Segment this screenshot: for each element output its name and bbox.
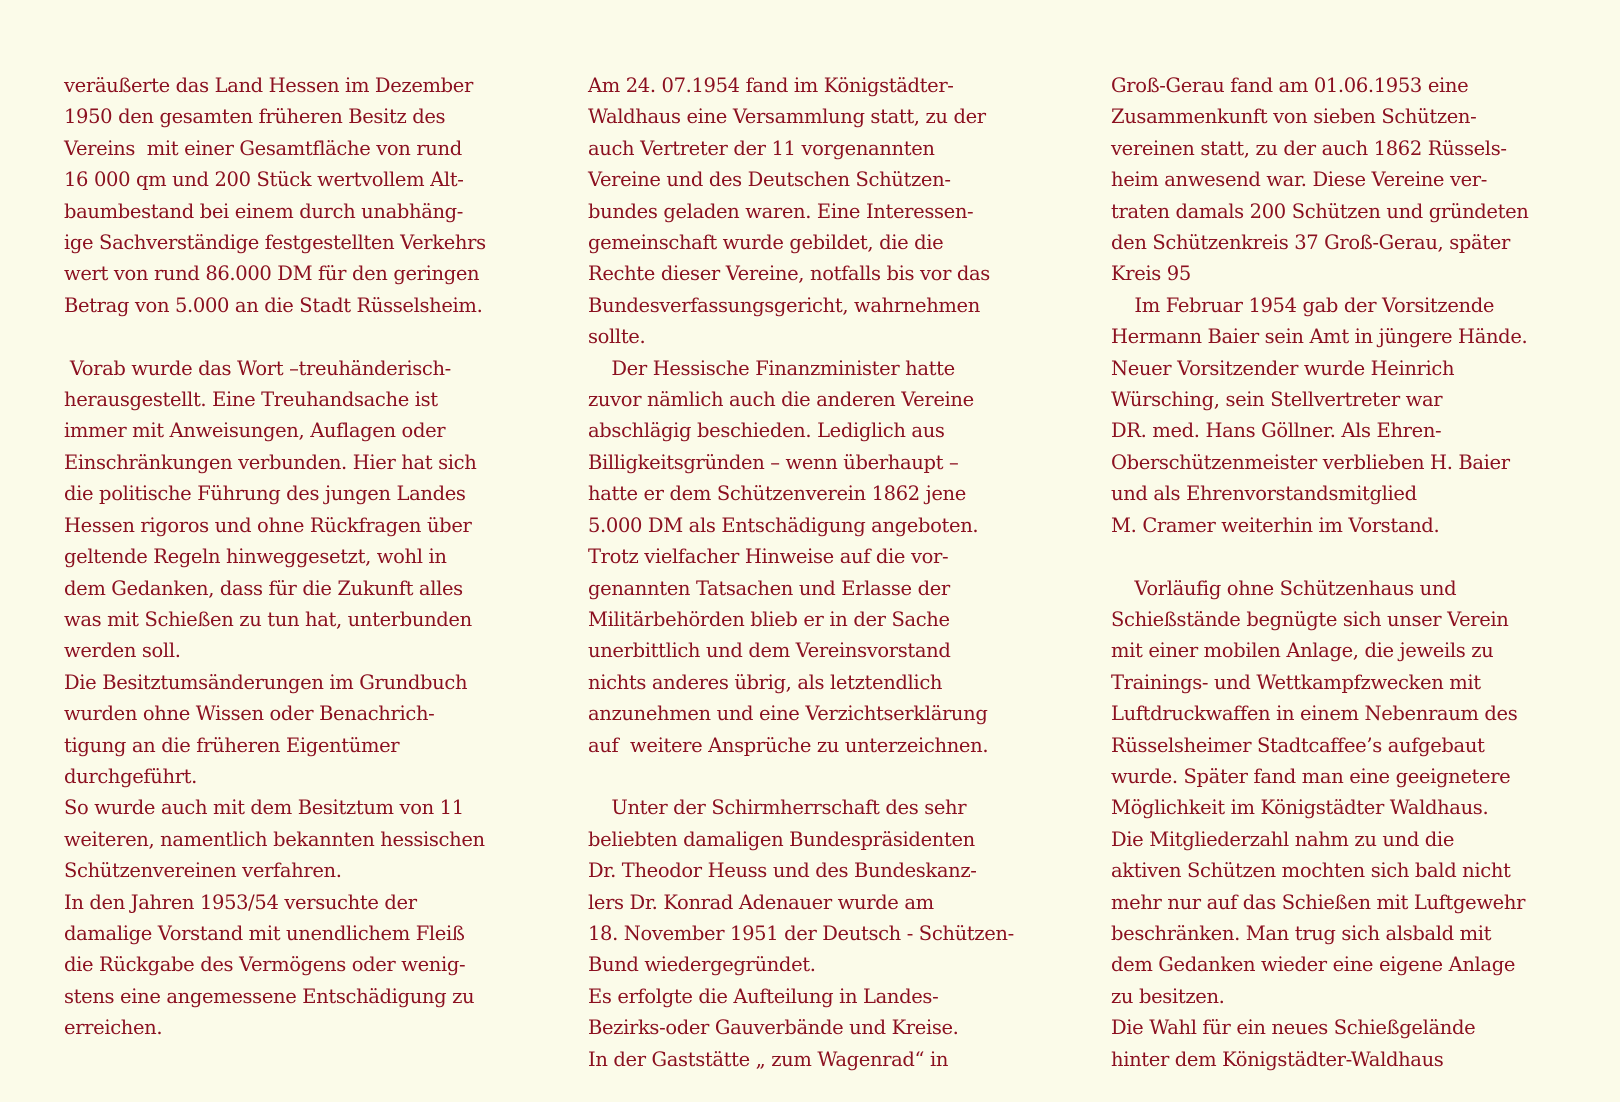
- text-column-right: Groß-Gerau fand am 01.06.1953 eine Zusammenkunft von sieben Schützen- vereinen statt, zu der auch 1862 Rüssels- heim anwesend war. Diese Vereine ver- traten damals 200 Schützen und gründeten den Schützenkreis 37 Groß-Gerau, später Kreis 95 Im Februar 1954 gab der Vorsitzende Hermann Baier sein Amt in jüngere Hände. Neuer Vorsitzender wurde Heinrich Würsching, sein Stellvertreter war DR. med. Hans Göllner. Als Ehren- Oberschützenmeister verblieben H. Baier und als Ehrenvorstandsmitglied M. Cramer weiterhin im Vorstand. Vorläufig ohne Schützenhaus und Schießstände begnügte sich unser Verein mit einer mobilen Anlage, die jeweils zu Trainings- und Wettkampfzwecken mit Luftdruckwaffen in einem Nebenraum des Rüsselsheimer Stadtcaffee’s aufgebaut wurde. Später fand man eine geeignetere Möglichkeit im Königstädter Waldhaus. Die Mitgliederzahl nahm zu und die aktiven Schützen mochten sich bald nicht mehr nur auf das Schießen mit Luftgewehr beschränken. Man trug sich alsbald mit dem Gedanken wieder eine eigene Anlage zu besitzen. Die Wahl für ein neues Schießgelände hinter dem Königstädter-Waldhaus: [1111, 74, 1529, 1071]
- text-column-middle: Am 24. 07.1954 fand im Königstädter- Waldhaus eine Versammlung statt, zu der auch Vertreter der 11 vorgenannten Vereine und des Deutschen Schützen- bundes geladen waren. Eine Interessen- gemeinschaft wurde gebildet, die die Rechte dieser Vereine, notfalls bis vor das Bundesverfassungsgericht, wahrnehmen sollte. Der Hessische Finanzminister hatte zuvor nämlich auch die anderen Vereine abschlägig beschieden. Lediglich aus Billigkeitsgründen – wenn überhaupt – hatte er dem Schützenverein 1862 jene 5.000 DM als Entschädigung angeboten. Trotz vielfacher Hinweise auf die vor- genannten Tatsachen und Erlasse der Militärbehörden blieb er in der Sache unerbittlich und dem Vereinsvorstand nichts anderes übrig, als letztendlich anzunehmen und eine Verzichtserklärung auf weitere Ansprüche zu unterzeichnen. Unter der Schirmherrschaft des sehr beliebten damaligen Bundespräsidenten Dr. Theodor Heuss und des Bundeskanz- lers Dr. Konrad Adenauer wurde am 18. November 1951 der Deutsch - Schützen- Bund wiedergegründet. Es erfolgte die Aufteilung in Landes- Bezirks-oder Gauverbände und Kreise. In der Gaststätte „ zum Wagenrad“ in: [588, 74, 1014, 1071]
- text-column-left: veräußerte das Land Hessen im Dezember 1950 den gesamten früheren Besitz des Vereins mit einer Gesamtfläche von rund 16 000 qm und 200 Stück wertvollem Alt- baumbestand bei einem durch unabhäng- ige Sachverständige festgestellten Verkehrs wert von rund 86.000 DM für den geringen Betrag von 5.000 an die Stadt Rüsselsheim. Vorab wurde das Wort –treuhänderisch- herausgestellt. Eine Treuhandsache ist immer mit Anweisungen, Auflagen oder Einschränkungen verbunden. Hier hat sich die politische Führung des jungen Landes Hessen rigoros und ohne Rückfragen über geltende Regeln hinweggesetzt, wohl in dem Gedanken, dass für die Zukunft alles was mit Schießen zu tun hat, unterbunden werden soll. Die Besitztumsänderungen im Grundbuch wurden ohne Wissen oder Benachrich- tigung an die früheren Eigentümer durchgeführt. So wurde auch mit dem Besitztum von 11 weiteren, namentlich bekannten hessischen Schützenvereinen verfahren. In den Jahren 1953/54 versuchte der damalige Vorstand mit unendlichem Fleiß die Rückgabe des Vermögens oder wenig- stens eine angemessene Entschädigung zu erreichen.: [64, 74, 486, 1040]
